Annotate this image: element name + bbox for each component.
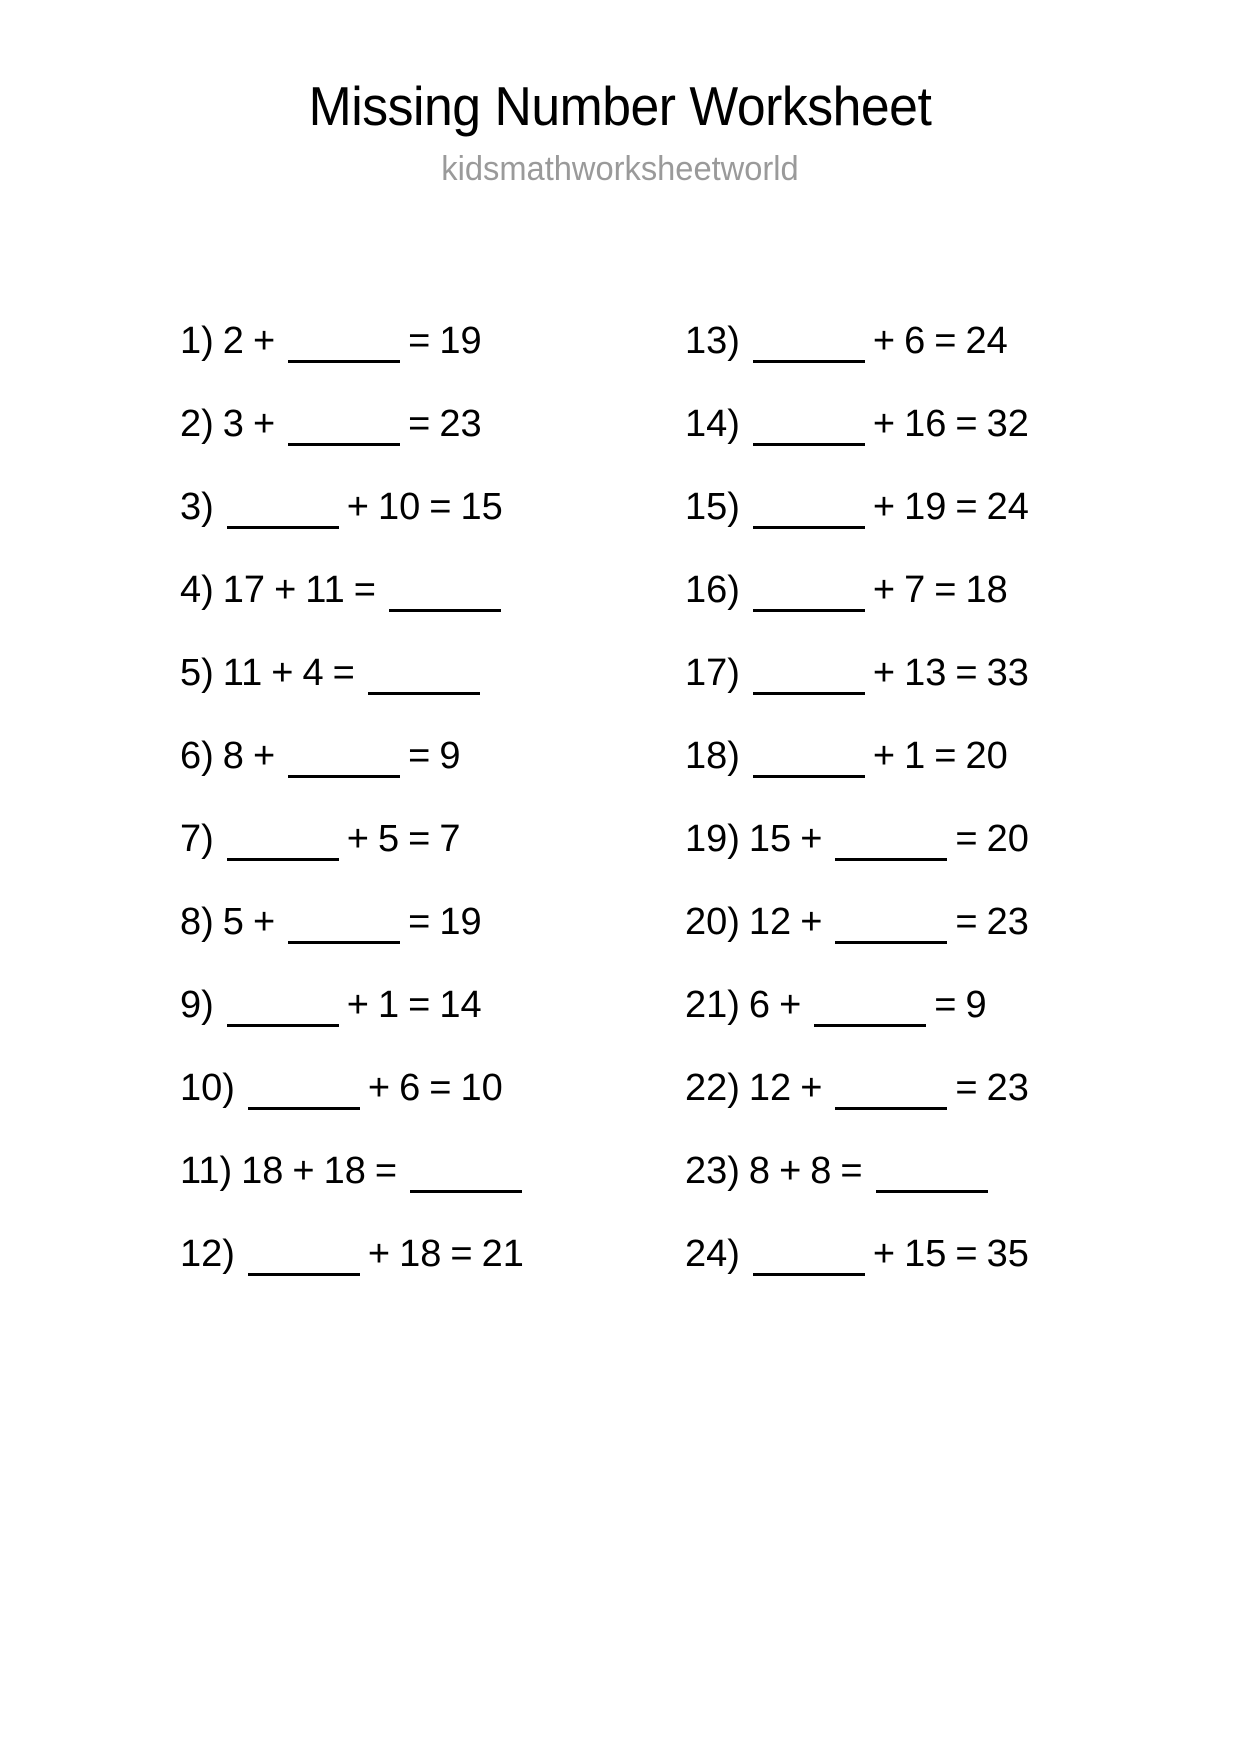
- plus-operator: +: [872, 652, 896, 694]
- equals-sign: =: [955, 652, 978, 694]
- problem-number: 2): [180, 403, 214, 445]
- equals-sign: =: [955, 901, 978, 943]
- problem-number: 5): [180, 652, 214, 694]
- equals-sign: =: [934, 320, 957, 362]
- plus-operator: +: [274, 569, 297, 611]
- second-operand: 13: [904, 652, 947, 694]
- result-value: 19: [439, 901, 482, 943]
- answer-blank-result[interactable]: [389, 583, 501, 612]
- equals-sign: =: [955, 818, 978, 860]
- first-operand: 6: [748, 984, 771, 1026]
- answer-blank-first-operand[interactable]: [227, 500, 339, 529]
- problem-row: [685, 715, 1125, 798]
- page-title: Missing Number Worksheet: [308, 75, 932, 137]
- answer-blank-second-operand[interactable]: [835, 1081, 947, 1110]
- plus-operator: +: [872, 486, 896, 528]
- second-operand: 15: [904, 1233, 947, 1275]
- problem-number: 24): [685, 1233, 740, 1275]
- equals-sign: =: [934, 735, 957, 777]
- equals-sign: =: [408, 984, 431, 1026]
- problem-number: 11): [180, 1150, 233, 1192]
- answer-blank-second-operand[interactable]: [835, 915, 947, 944]
- equals-sign: =: [408, 735, 431, 777]
- problem-column-left: [180, 300, 620, 1296]
- equals-sign: =: [408, 320, 431, 362]
- equals-sign: =: [408, 901, 431, 943]
- second-operand: 4: [302, 652, 324, 694]
- result-value: 21: [481, 1233, 524, 1275]
- equals-sign: =: [408, 403, 431, 445]
- second-operand: 19: [904, 486, 947, 528]
- equals-sign: =: [353, 569, 376, 611]
- equals-sign: =: [840, 1150, 863, 1192]
- problem-row: [180, 1047, 620, 1130]
- problem-row: [685, 881, 1125, 964]
- answer-blank-first-operand[interactable]: [227, 998, 339, 1027]
- problem-number: 3): [180, 486, 214, 528]
- result-value: 24: [986, 486, 1029, 528]
- result-value: 19: [439, 320, 482, 362]
- answer-blank-result[interactable]: [368, 666, 480, 695]
- plus-operator: +: [292, 1150, 315, 1192]
- plus-operator: +: [872, 1233, 896, 1275]
- problem-row: [180, 798, 620, 881]
- answer-blank-second-operand[interactable]: [814, 998, 926, 1027]
- result-value: 14: [439, 984, 482, 1026]
- answer-blank-second-operand[interactable]: [288, 915, 400, 944]
- first-operand: 18: [241, 1150, 284, 1192]
- equals-sign: =: [955, 1067, 978, 1109]
- problem-row: [685, 798, 1125, 881]
- plus-operator: +: [872, 735, 896, 777]
- plus-operator: +: [367, 1233, 391, 1275]
- problem-number: 23): [685, 1150, 740, 1192]
- second-operand: 18: [399, 1233, 442, 1275]
- second-operand: 1: [904, 735, 926, 777]
- equals-sign: =: [934, 984, 957, 1026]
- problem-number: 16): [685, 569, 740, 611]
- first-operand: 12: [748, 901, 792, 943]
- answer-blank-result[interactable]: [876, 1164, 988, 1193]
- plus-operator: +: [252, 320, 276, 362]
- problem-row: [685, 300, 1125, 383]
- problem-row: [180, 383, 620, 466]
- plus-operator: +: [346, 984, 369, 1026]
- result-value: 32: [986, 403, 1029, 445]
- plus-operator: +: [872, 569, 896, 611]
- result-value: 24: [965, 320, 1008, 362]
- first-operand: 2: [222, 320, 244, 362]
- second-operand: 5: [378, 818, 400, 860]
- problem-number: 9): [180, 984, 214, 1026]
- second-operand: 16: [904, 403, 947, 445]
- equals-sign: =: [429, 1067, 452, 1109]
- problem-row: [685, 964, 1125, 1047]
- problem-number: 17): [685, 652, 740, 694]
- plus-operator: +: [800, 1067, 823, 1109]
- second-operand: 8: [810, 1150, 832, 1192]
- problem-number: 1): [180, 320, 214, 362]
- equals-sign: =: [955, 1233, 978, 1275]
- second-operand: 7: [904, 569, 926, 611]
- second-operand: 6: [904, 320, 926, 362]
- result-value: 23: [986, 901, 1029, 943]
- problem-row: [180, 881, 620, 964]
- problem-number: 22): [685, 1067, 740, 1109]
- result-value: 20: [986, 818, 1029, 860]
- result-value: 9: [439, 735, 461, 777]
- second-operand: 18: [323, 1150, 366, 1192]
- plus-operator: +: [800, 901, 823, 943]
- first-operand: 11: [222, 652, 263, 694]
- answer-blank-second-operand[interactable]: [288, 334, 400, 363]
- problem-number: 7): [180, 818, 214, 860]
- result-value: 10: [460, 1067, 503, 1109]
- result-value: 15: [460, 486, 503, 528]
- first-operand: 5: [222, 901, 244, 943]
- equals-sign: =: [955, 403, 978, 445]
- problem-row: [180, 632, 620, 715]
- problem-number: 4): [180, 569, 214, 611]
- problem-number: 15): [685, 486, 740, 528]
- answer-blank-first-operand[interactable]: [248, 1247, 360, 1276]
- equals-sign: =: [450, 1233, 473, 1275]
- answer-blank-first-operand[interactable]: [753, 666, 865, 695]
- problem-row: [685, 632, 1125, 715]
- second-operand: 11: [305, 569, 345, 611]
- problem-column-right: [685, 300, 1125, 1296]
- answer-blank-second-operand[interactable]: [288, 749, 400, 778]
- problem-number: 8): [180, 901, 214, 943]
- result-value: 23: [439, 403, 482, 445]
- worksheet-subtitle: kidsmathworksheetworld: [441, 149, 799, 188]
- equals-sign: =: [955, 486, 978, 528]
- answer-blank-result[interactable]: [410, 1164, 522, 1193]
- plus-operator: +: [872, 403, 896, 445]
- result-value: 9: [965, 984, 987, 1026]
- second-operand: 10: [378, 486, 421, 528]
- problem-row: [685, 466, 1125, 549]
- answer-blank-first-operand[interactable]: [753, 749, 865, 778]
- first-operand: 8: [748, 1150, 771, 1192]
- result-value: 33: [986, 652, 1029, 694]
- plus-operator: +: [367, 1067, 391, 1109]
- plus-operator: +: [779, 1150, 802, 1192]
- problem-grid: [0, 300, 1240, 1296]
- problem-number: 18): [685, 735, 740, 777]
- problem-row: [180, 466, 620, 549]
- equals-sign: =: [332, 652, 355, 694]
- answer-blank-first-operand[interactable]: [753, 334, 865, 363]
- second-operand: 6: [399, 1067, 421, 1109]
- problem-number: 13): [685, 320, 740, 362]
- problem-row: [180, 964, 620, 1047]
- problem-number: 21): [685, 984, 740, 1026]
- problem-number: 6): [180, 735, 214, 777]
- plus-operator: +: [346, 818, 369, 860]
- first-operand: 12: [748, 1067, 792, 1109]
- answer-blank-first-operand[interactable]: [753, 1247, 865, 1276]
- plus-operator: +: [800, 818, 823, 860]
- problem-row: [685, 1047, 1125, 1130]
- problem-number: 19): [685, 818, 740, 860]
- first-operand: 8: [222, 735, 244, 777]
- plus-operator: +: [252, 735, 276, 777]
- result-value: 23: [986, 1067, 1029, 1109]
- result-value: 35: [986, 1233, 1029, 1275]
- equals-sign: =: [934, 569, 957, 611]
- plus-operator: +: [346, 486, 369, 528]
- problem-row: [685, 383, 1125, 466]
- worksheet-header: [0, 0, 1240, 187]
- problem-row: [685, 1130, 1125, 1213]
- problem-number: 10): [180, 1067, 235, 1109]
- answer-blank-second-operand[interactable]: [835, 832, 947, 861]
- equals-sign: =: [374, 1150, 398, 1192]
- plus-operator: +: [872, 320, 896, 362]
- problem-row: [685, 1213, 1125, 1296]
- plus-operator: +: [252, 403, 276, 445]
- problem-row: [180, 549, 620, 632]
- problem-row: [180, 1130, 620, 1213]
- problem-row: [180, 300, 620, 383]
- problem-row: [180, 715, 620, 798]
- equals-sign: =: [429, 486, 452, 528]
- plus-operator: +: [779, 984, 802, 1026]
- plus-operator: +: [271, 652, 294, 694]
- problem-number: 14): [685, 403, 740, 445]
- answer-blank-first-operand[interactable]: [227, 832, 339, 861]
- answer-blank-second-operand[interactable]: [288, 417, 400, 446]
- first-operand: 3: [222, 403, 244, 445]
- result-value: 20: [965, 735, 1008, 777]
- problem-row: [685, 549, 1125, 632]
- first-operand: 17: [222, 569, 266, 611]
- answer-blank-first-operand[interactable]: [248, 1081, 360, 1110]
- answer-blank-first-operand[interactable]: [753, 500, 865, 529]
- problem-row: [180, 1213, 620, 1296]
- answer-blank-first-operand[interactable]: [753, 583, 865, 612]
- problem-number: 20): [685, 901, 740, 943]
- result-value: 18: [965, 569, 1008, 611]
- problem-number: 12): [180, 1233, 235, 1275]
- plus-operator: +: [252, 901, 276, 943]
- equals-sign: =: [408, 818, 431, 860]
- first-operand: 15: [748, 818, 792, 860]
- answer-blank-first-operand[interactable]: [753, 417, 865, 446]
- result-value: 7: [439, 818, 461, 860]
- second-operand: 1: [378, 984, 400, 1026]
